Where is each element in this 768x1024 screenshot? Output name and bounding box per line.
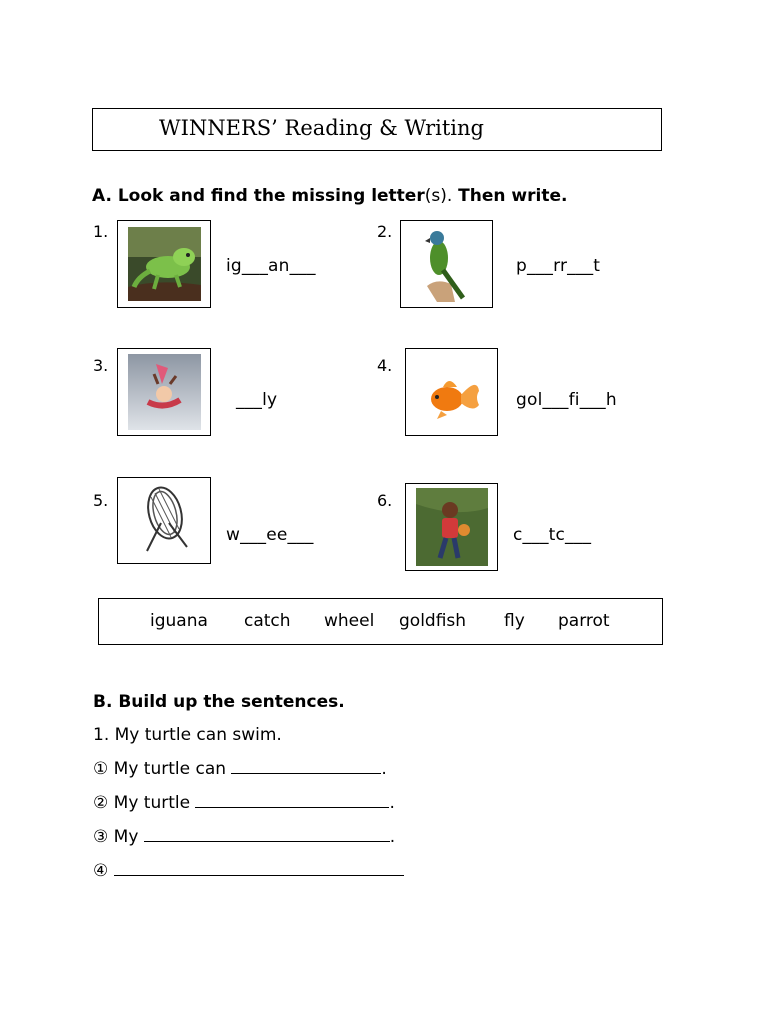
title-box [92, 108, 662, 151]
item-3-number: 3. [93, 356, 109, 375]
boy-catching-ball-picture [416, 488, 488, 566]
section-b-example: 1. My turtle can swim. [93, 725, 282, 745]
word-bank-item: goldfish [399, 611, 467, 631]
item-1-word: ig___an___ [226, 256, 316, 276]
item-2-picture-frame [400, 220, 493, 308]
answer-blank[interactable] [195, 806, 389, 808]
item-6-number: 6. [377, 491, 393, 510]
word-bank-item: parrot [558, 611, 610, 631]
parrot-picture [417, 226, 477, 302]
line-marker: ④ [93, 861, 109, 881]
item-2-number: 2. [377, 222, 393, 241]
flying-girl-picture [128, 354, 201, 430]
sentence-line-1 [93, 759, 387, 779]
word-bank-item: wheel [324, 611, 375, 631]
item-1-number: 1. [93, 222, 109, 241]
section-a-heading-paren: (s). [424, 186, 453, 206]
answer-blank[interactable] [144, 840, 390, 842]
word-bank-item: fly [504, 611, 525, 631]
line-marker: ① [93, 759, 109, 779]
word-bank-item: iguana [150, 611, 208, 631]
item-3-picture-frame [117, 348, 211, 436]
word-bank [98, 598, 663, 645]
section-a-heading-main: A. Look and find the missing letter [92, 186, 425, 206]
item-4-picture-frame [405, 348, 498, 436]
item-2-word: p___rr___t [516, 256, 601, 276]
line-text: My turtle can [113, 759, 227, 779]
sentence-line-4 [93, 861, 404, 881]
line-end: . [389, 827, 396, 847]
item-6-picture-frame [405, 483, 498, 571]
line-marker: ③ [93, 827, 109, 847]
line-end: . [389, 793, 395, 813]
sentence-line-2 [93, 793, 395, 813]
item-4-word: gol___fi___h [516, 390, 617, 410]
goldfish-picture [417, 357, 487, 427]
word-bank-item: catch [244, 611, 291, 631]
item-5-picture-frame [117, 477, 211, 564]
hamster-wheel-picture [131, 483, 197, 559]
answer-blank[interactable] [231, 772, 381, 774]
section-a-heading-end: Then write. [452, 186, 568, 206]
iguana-picture [128, 227, 201, 301]
item-4-number: 4. [377, 356, 393, 375]
section-b-heading: B. Build up the sentences. [93, 692, 345, 712]
item-5-word: w___ee___ [226, 525, 314, 545]
section-a-heading [92, 186, 567, 206]
line-text: My [113, 827, 139, 847]
item-3-word: ___ly [236, 390, 278, 410]
item-6-word: c___tc___ [513, 525, 592, 545]
line-marker: ② [93, 793, 109, 813]
line-text: My turtle [113, 793, 191, 813]
line-end: . [381, 759, 387, 779]
worksheet-title: WINNERS’ Reading & Writing [159, 116, 484, 140]
item-1-picture-frame [117, 220, 211, 308]
answer-blank[interactable] [114, 874, 404, 876]
sentence-line-3 [93, 827, 395, 847]
item-5-number: 5. [93, 491, 109, 510]
